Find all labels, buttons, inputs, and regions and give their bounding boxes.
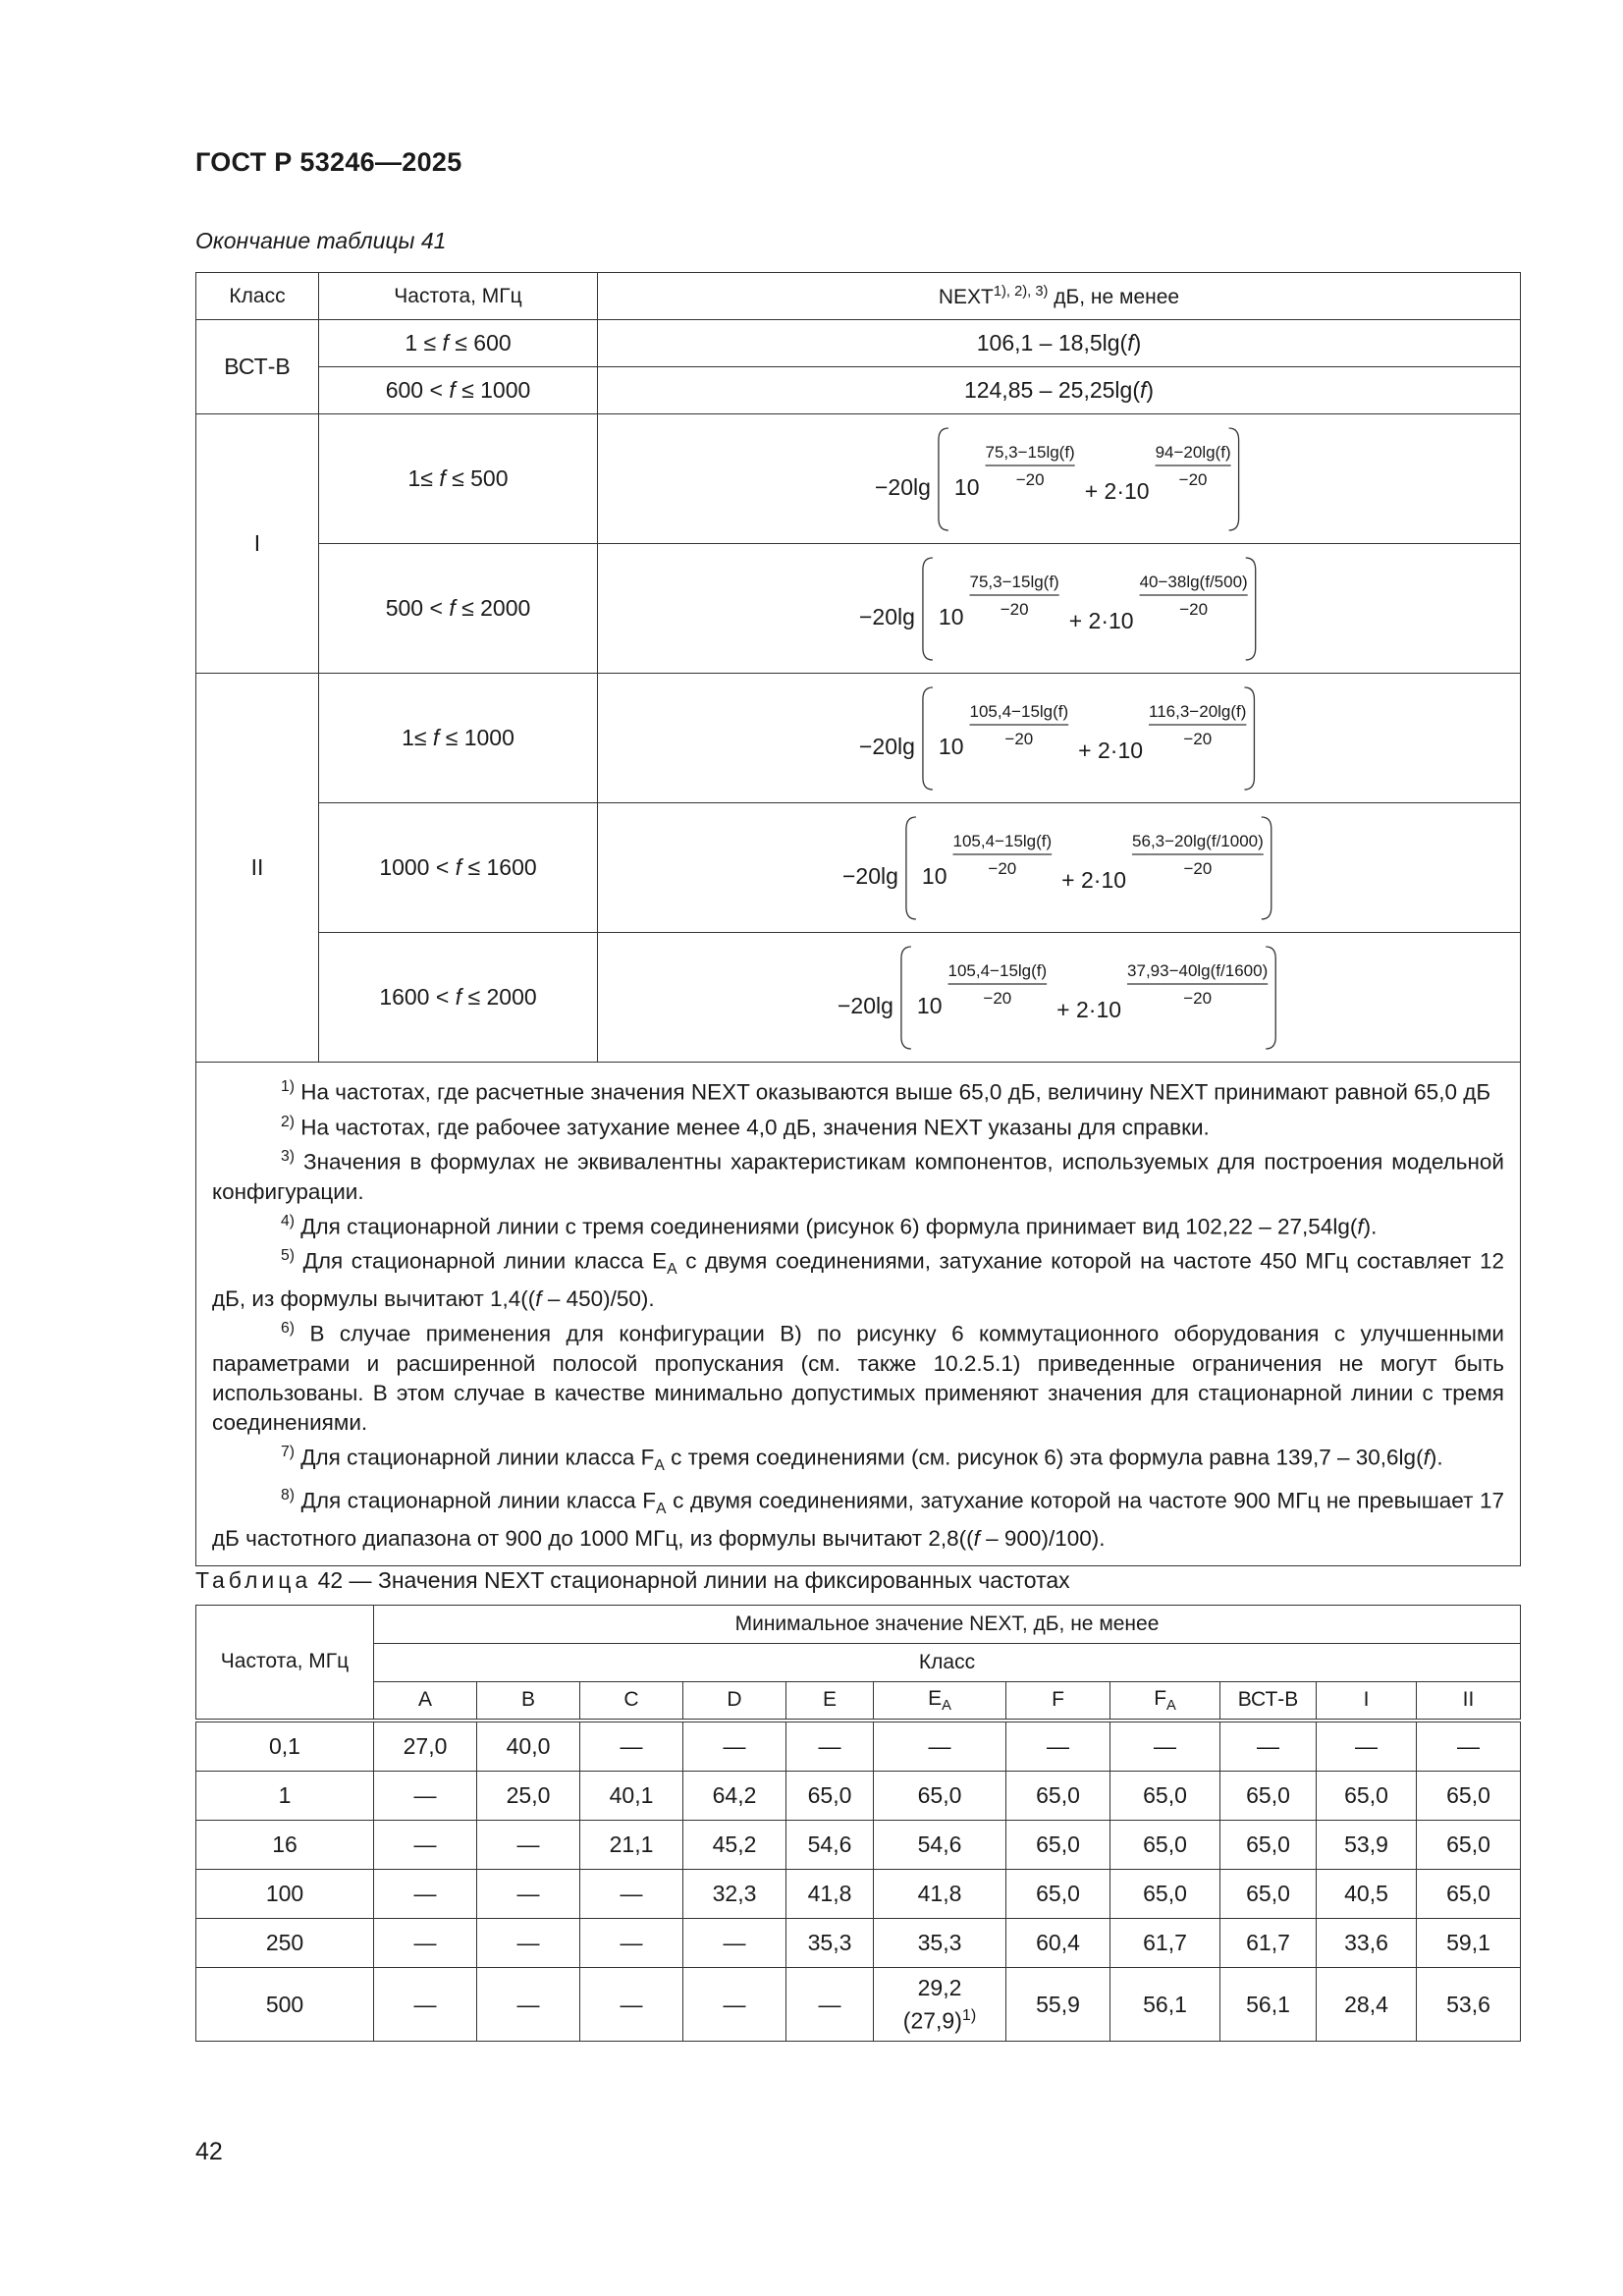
formula [875,420,1243,538]
value-cell: 53,9 [1317,1820,1417,1869]
value-cell: — [580,1721,683,1772]
left-paren [923,558,933,660]
formula-denominator: −20 [1000,599,1029,619]
formula-middle: + 2·10 [1084,477,1150,504]
class-header-cell: E [786,1682,874,1721]
value-cell: 65,0 [1417,1771,1521,1820]
page-number: 42 [195,2138,223,2165]
header-min-next: Минимальное значение NEXT, дБ, не менее [374,1606,1521,1644]
formula [838,939,1279,1057]
note: $^{8)}$ Для стационарной линии класса $F_A$ с двумя соединениями, затухание которой на частоте 900 МГц не превышает 17 дБ частотного диапазона от 900 до 1000 МГц, из формулы вычитают 2,8((f – 900)/100). [212,1486,1504,1551]
freq-cell: 1≤ f ≤ 500 [319,414,598,544]
header-frequency: Частота, МГц [196,1606,374,1721]
value-cell: — [580,1869,683,1918]
formula-middle: + 2·10 [1056,996,1122,1022]
value-cell: 65,0 [1220,1771,1317,1820]
left-paren [906,817,916,919]
value-cell: 65,0 [1417,1820,1521,1869]
value-cell: 60,4 [1006,1918,1110,1967]
header-class: Класс [196,273,319,320]
note: $^{7)}$ Для стационарной линии класса $F_A$ с тремя соединениями (см. рисунок 6) эта формула равна 139,7 – 30,6lg(f). [281,1443,1443,1474]
table-row [196,1820,1521,1869]
formula-base: 10 [917,992,943,1018]
note: $^{3)}$ Значения в формулах не эквивалентны характеристикам компонентов, используемых для построения модельной конфигурации. [212,1148,1504,1204]
document-header: ГОСТ Р 53246—2025 [195,147,462,177]
value-cell: 53,6 [1417,1967,1521,2041]
table-row [196,1869,1521,1918]
value-cell: — [874,1721,1006,1772]
value-cell: 35,3 [786,1918,874,1967]
class-header-cell: D [683,1682,786,1721]
class-cell: ВСТ-В [196,320,319,414]
formula-denominator: −20 [1183,858,1213,878]
value-cell: 124,85 – 25,25lg(f) [598,367,1521,414]
formula-numerator: 105,4−15lg(f) [947,960,1048,980]
freq-cell: 600 < f ≤ 1000 [319,367,598,414]
value-cell: 28,4 [1317,1967,1417,2041]
formula-base: 10 [922,862,947,889]
formula-denominator: −20 [988,858,1017,878]
value-cell: 65,0 [1006,1771,1110,1820]
value-cell: 56,1 [1110,1967,1220,2041]
formula-base: 10 [954,473,980,500]
header-class: Класс [374,1644,1521,1682]
value-cell: 65,0 [1220,1820,1317,1869]
formula-lead: −20lg [875,473,932,500]
value-cell: 65,0 [874,1771,1006,1820]
table-row [196,1918,1521,1967]
value-cell: 29,2 $(27,9)^{1)}$ [874,1967,1006,2041]
table-row [196,1771,1521,1820]
formula-middle: + 2·10 [1068,607,1134,633]
freq-cell: 250 [196,1918,374,1967]
value-cell: 54,6 [786,1820,874,1869]
formula-numerator: 75,3−15lg(f) [985,442,1075,462]
value-cell: — [477,1967,580,2041]
value-cell: — [683,1918,786,1967]
value-cell: — [1220,1721,1317,1772]
formula-lead: −20lg [859,733,916,759]
value-cell: 65,0 [1220,1869,1317,1918]
header-frequency: Частота, МГц [319,273,598,320]
value-cell: 40,5 [1317,1869,1417,1918]
value-cell: 59,1 [1417,1918,1521,1967]
value-cell: 21,1 [580,1820,683,1869]
note: $^{2)}$ На частотах, где рабочее затухание менее 4,0 дБ, значения NEXT указаны для справки. [281,1113,1210,1139]
formula-denominator: −20 [1183,729,1213,748]
table-notes [196,1063,1521,1566]
table-continuation-caption: Окончание таблицы 41 [195,228,447,253]
freq-cell: 1≤ f ≤ 1000 [319,674,598,803]
class-header-cell: C [580,1682,683,1721]
value-cell: 65,0 [1110,1771,1220,1820]
formula-numerator: 94−20lg(f) [1155,442,1231,462]
value-cell: 65,0 [786,1771,874,1820]
formula-lead: −20lg [858,603,915,629]
value-cell: 65,0 [1110,1869,1220,1918]
formula-denominator: −20 [1004,729,1034,748]
value-cell: 40,1 [580,1771,683,1820]
class-cell: II [196,674,319,1063]
value-cell: 27,0 [374,1721,477,1772]
freq-cell: 1 [196,1771,374,1820]
value-cell: — [786,1967,874,2041]
value-cell: — [580,1967,683,2041]
formula-numerator: 75,3−15lg(f) [969,572,1059,591]
freq-cell: 16 [196,1820,374,1869]
class-cell: I [196,414,319,674]
formula-lead: −20lg [838,992,894,1018]
value-cell: — [683,1967,786,2041]
formula-denominator: −20 [1015,469,1045,489]
freq-cell: 1 ≤ f ≤ 600 [319,320,598,367]
value-cell: 61,7 [1220,1918,1317,1967]
left-paren [901,947,911,1049]
formula-denominator: −20 [1178,599,1208,619]
value-cell: — [374,1967,477,2041]
value-cell: 25,0 [477,1771,580,1820]
freq-cell: 500 [196,1967,374,2041]
formula-middle: + 2·10 [1061,866,1127,893]
table-42-caption: Таблица 42 — Значения NEXT стационарной линии на фиксированных частотах [195,1567,1070,1593]
value-cell: — [683,1721,786,1772]
freq-cell: 100 [196,1869,374,1918]
value-cell: — [374,1771,477,1820]
formula-middle: + 2·10 [1078,737,1144,763]
freq-cell: 1000 < f ≤ 1600 [319,803,598,933]
freq-cell: 0,1 [196,1721,374,1772]
formula-numerator: 37,93−40lg(f/1600) [1127,960,1269,980]
formula-denominator: −20 [1183,988,1213,1008]
formula-denominator: −20 [983,988,1012,1008]
value-cell: 55,9 [1006,1967,1110,2041]
note: $^{4)}$ Для стационарной линии с тремя соединениями (рисунок 6) формула принимает вид 102,22 – 27,54lg(f). [281,1212,1378,1238]
class-header-cell: $F_A$ [1110,1682,1220,1721]
formula [859,680,1258,797]
freq-cell: 1600 < f ≤ 2000 [319,933,598,1063]
formula-lead: −20lg [842,862,899,889]
value-cell: 56,1 [1220,1967,1317,2041]
value-cell: 54,6 [874,1820,1006,1869]
value-cell: — [477,1869,580,1918]
value-cell: 65,0 [1110,1820,1220,1869]
table-42 [195,1605,1521,2042]
formula-cell [598,544,1521,674]
value-cell: — [1317,1721,1417,1772]
left-paren [939,428,948,530]
value-cell: 32,3 [683,1869,786,1918]
value-cell: — [1006,1721,1110,1772]
value-cell: 61,7 [1110,1918,1220,1967]
value-cell: — [580,1918,683,1967]
value-cell: — [374,1918,477,1967]
value-cell: 65,0 [1317,1771,1417,1820]
value-cell: 35,3 [874,1918,1006,1967]
formula-numerator: 105,4−15lg(f) [952,831,1053,850]
formula-cell [598,803,1521,933]
value-cell: 40,0 [477,1721,580,1772]
class-header-cell: B [477,1682,580,1721]
left-paren [923,687,933,790]
value-cell: — [786,1721,874,1772]
value-cell: 41,8 [874,1869,1006,1918]
value-cell: 65,0 [1006,1820,1110,1869]
value-cell: — [374,1869,477,1918]
note: $^{6)}$ В случае применения для конфигурации В) по рисунку 6 коммутационного оборудования с улучшенными параметрами и расширенной полосой пропускания (см. также 10.2.5.1) приведенные ограничения не могут быть использованы. В этом случае в качестве минимально допустимых применяют значения для стационарной линии с тремя соединениями. [212,1320,1504,1435]
value-cell: — [374,1820,477,1869]
formula-cell [598,674,1521,803]
value-cell: — [1417,1721,1521,1772]
value-cell: 64,2 [683,1771,786,1820]
class-header-cell: $E_A$ [874,1682,1006,1721]
class-header-cell: A [374,1682,477,1721]
class-header-cell: II [1417,1682,1521,1721]
value-cell: 41,8 [786,1869,874,1918]
formula-numerator: 105,4−15lg(f) [969,701,1069,721]
value-cell: — [477,1918,580,1967]
note: $^{1)}$ На частотах, где расчетные значения NEXT оказываются выше 65,0 дБ, величину NEXT принимают равной 65,0 дБ [281,1078,1491,1105]
value-cell: 33,6 [1317,1918,1417,1967]
formula-cell [598,414,1521,544]
table-row [196,1967,1521,2041]
formula-base: 10 [939,733,964,759]
class-header-cell: I [1317,1682,1417,1721]
value-cell: 65,0 [1006,1869,1110,1918]
formula [842,809,1275,927]
table-41 [195,272,1521,1566]
note: $^{5)}$ Для стационарной линии класса $E_A$ с двумя соединениями, затухание которой на частоте 450 МГц составляет 12 дБ, из формулы вычитают 1,4((f – 450)/50). [212,1247,1504,1311]
value-cell: — [1110,1721,1220,1772]
formula-numerator: 40−38lg(f/500) [1139,572,1248,591]
class-header-cell: F [1006,1682,1110,1721]
header-next: $NEXT^{1), 2), 3)}$ дБ, не менее [598,273,1521,320]
freq-cell: 500 < f ≤ 2000 [319,544,598,674]
formula-denominator: −20 [1178,469,1208,489]
formula-numerator: 56,3−20lg(f/1000) [1132,831,1264,850]
formula [859,550,1260,668]
value-cell: — [477,1820,580,1869]
formula-cell [598,933,1521,1063]
table-row [196,1721,1521,1772]
formula-base: 10 [938,603,964,629]
formula-numerator: 116,3−20lg(f) [1149,701,1247,721]
value-cell: 106,1 – 18,5lg(f) [598,320,1521,367]
value-cell: 45,2 [683,1820,786,1869]
class-header-cell: ВСТ-В [1220,1682,1317,1721]
value-cell: 65,0 [1417,1869,1521,1918]
